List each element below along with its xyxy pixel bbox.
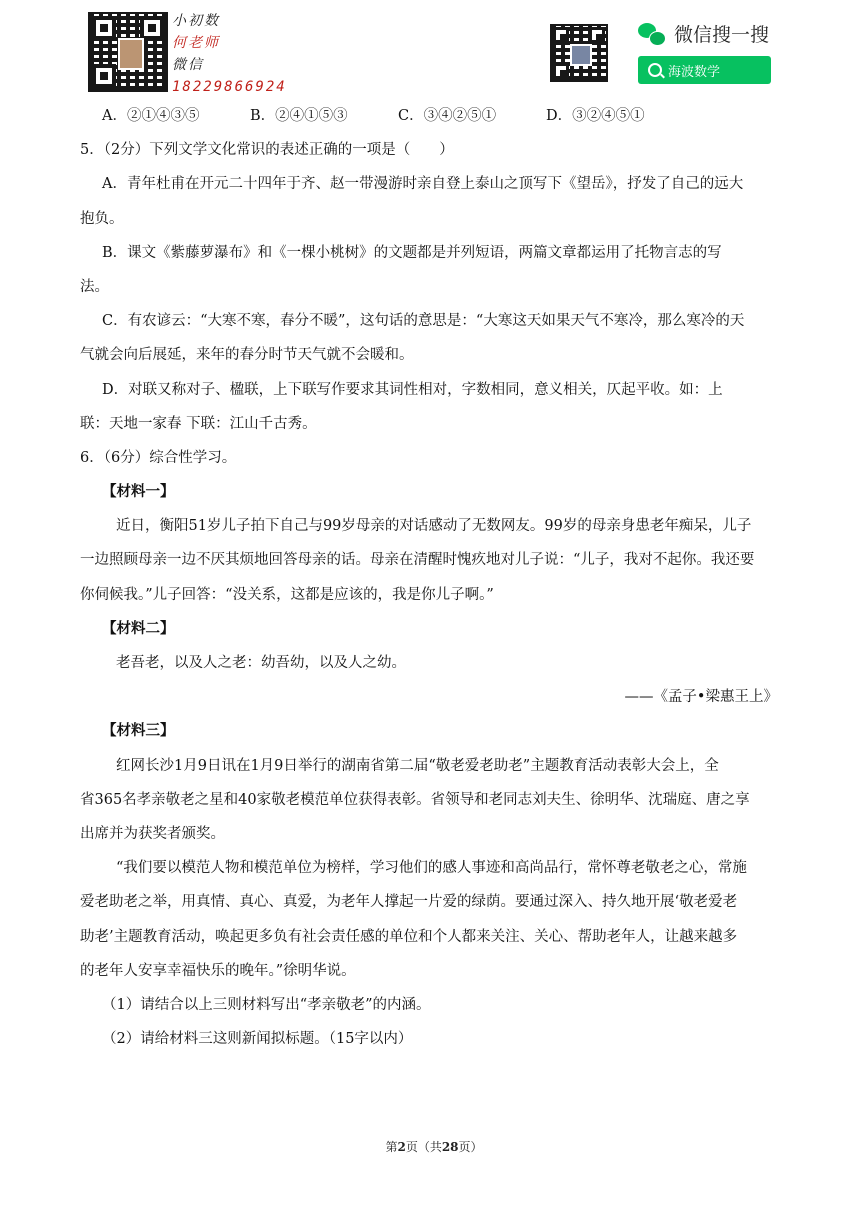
footer-total-pages: 28 bbox=[441, 1140, 459, 1154]
contact-info bbox=[172, 10, 287, 98]
material-3-title: 【材料三】 bbox=[102, 722, 175, 740]
qr-code-contact bbox=[88, 12, 168, 92]
q4-option-b: B．②④①⑤③ bbox=[250, 108, 348, 124]
q5-option-b-line2: 法。 bbox=[80, 278, 109, 295]
material-1-line2: 一边照顾母亲一边不厌其烦地回答母亲的话。母亲在清醒时愧疚地对儿子说：“儿子，我对不起你。我还要 bbox=[80, 552, 755, 569]
material-3-line5: 爱老助老之举，用真情、真心、真爱，为老年人撑起一片爱的绿荫。要通过深入、持久地开展‘敬老爱老 bbox=[80, 894, 738, 911]
material-1-title: 【材料一】 bbox=[102, 483, 175, 501]
q5-option-b-line1: B．课文《紫藤萝瀑布》和《一棵小桃树》的文题都是并列短语，两篇文章都运用了托物言志的写 bbox=[102, 244, 722, 261]
material-2-source: ——《孟子•梁惠王上》 bbox=[624, 689, 778, 706]
q4-options bbox=[80, 106, 786, 126]
wechat-search-button[interactable] bbox=[638, 56, 771, 84]
q4-option-a: A．②①④③⑤ bbox=[102, 108, 200, 124]
page-header bbox=[0, 0, 868, 100]
material-3-line6: 助老’主题教育活动，唤起更多负有社会责任感的单位和个人都来关注、关心、帮助老年人，让越来越多 bbox=[80, 928, 738, 945]
wechat-search-title bbox=[638, 20, 769, 47]
q5-stem: 5．（2分）下列文学文化常识的表述正确的一项是（ ） bbox=[80, 142, 454, 159]
wechat-logo-icon bbox=[638, 22, 666, 46]
contact-phone: 18229866924 bbox=[172, 79, 287, 95]
q6-subquestion-1: （1）请结合以上三则材料写出“孝亲敬老”的内涵。 bbox=[102, 996, 431, 1013]
material-3-line3: 出席并为获奖者颁奖。 bbox=[80, 825, 225, 842]
wechat-title-text: 微信搜一搜 bbox=[674, 24, 770, 46]
q6-stem: 6．（6分）综合性学习。 bbox=[80, 449, 237, 466]
contact-line-2: 何老师 bbox=[172, 35, 220, 51]
search-label: 海波数学 bbox=[668, 64, 721, 80]
material-2-line1: 老吾老，以及人之老：幼吾幼，以及人之幼。 bbox=[116, 655, 406, 671]
q6-subquestion-2: （2）请给材料三这则新闻拟标题。（15字以内） bbox=[102, 1031, 413, 1048]
footer-suffix: 页） bbox=[458, 1140, 483, 1154]
contact-line-1: 小初数 bbox=[172, 13, 220, 29]
q4-option-c: C．③④②⑤① bbox=[398, 108, 497, 124]
q5-option-d-line1: D．对联又称对子、楹联，上下联写作要求其词性相对，字数相同，意义相关，仄起平收。如：上 bbox=[102, 381, 723, 398]
q5-option-a-line1: A．青年杜甫在开元二十四年于齐、赵一带漫游时亲自登上泰山之顶写下《望岳》，抒发了自己的远大 bbox=[102, 176, 744, 193]
contact-line-3: 微信 bbox=[172, 57, 204, 73]
q5-option-d-line2: 联：天地一家春 下联：江山千古秀。 bbox=[80, 415, 317, 432]
footer-prefix: 第 bbox=[385, 1140, 398, 1154]
page-footer bbox=[0, 1138, 868, 1155]
q4-option-d: D．③②④⑤① bbox=[546, 108, 645, 124]
q5-option-c-line1: C．有农谚云：“大寒不寒，春分不暖”，这句话的意思是：“大寒这天如果天气不寒冷，那么寒冷的天 bbox=[102, 313, 745, 330]
material-1-line1: 近日，衡阳51岁儿子拍下自己与99岁母亲的对话感动了无数网友。99岁的母亲身患老年痴呆，儿子 bbox=[116, 518, 752, 535]
q5-option-c-line2: 气就会向后展延，来年的春分时节天气就不会暖和。 bbox=[80, 347, 414, 364]
material-3-line2: 省365名孝亲敬老之星和40家敬老模范单位获得表彰。省领导和老同志刘夫生、徐明华、沈瑞庭、唐之享 bbox=[80, 791, 750, 808]
material-3-line4: “我们要以模范人物和模范单位为榜样，学习他们的感人事迹和高尚品行，常怀尊老敬老之心，常施 bbox=[116, 860, 747, 877]
material-2-title: 【材料二】 bbox=[102, 619, 175, 637]
footer-page-number: 2 bbox=[397, 1140, 406, 1154]
material-1-line3: 你伺候我。”儿子回答：“没关系，这都是应该的，我是你儿子啊。” bbox=[80, 586, 494, 603]
footer-mid: 页（共 bbox=[405, 1140, 442, 1154]
q5-option-a-line2: 抱负。 bbox=[80, 210, 124, 227]
document-body bbox=[80, 106, 786, 1063]
material-3-line7: 的老年人安享幸福快乐的晚年。”徐明华说。 bbox=[80, 962, 356, 979]
qr-code-wechat bbox=[550, 24, 608, 82]
search-icon bbox=[648, 63, 662, 77]
material-3-line1: 红网长沙1月9日讯在1月9日举行的湖南省第二届“敬老爱老助老”主题教育活动表彰大会上，全 bbox=[116, 757, 719, 774]
